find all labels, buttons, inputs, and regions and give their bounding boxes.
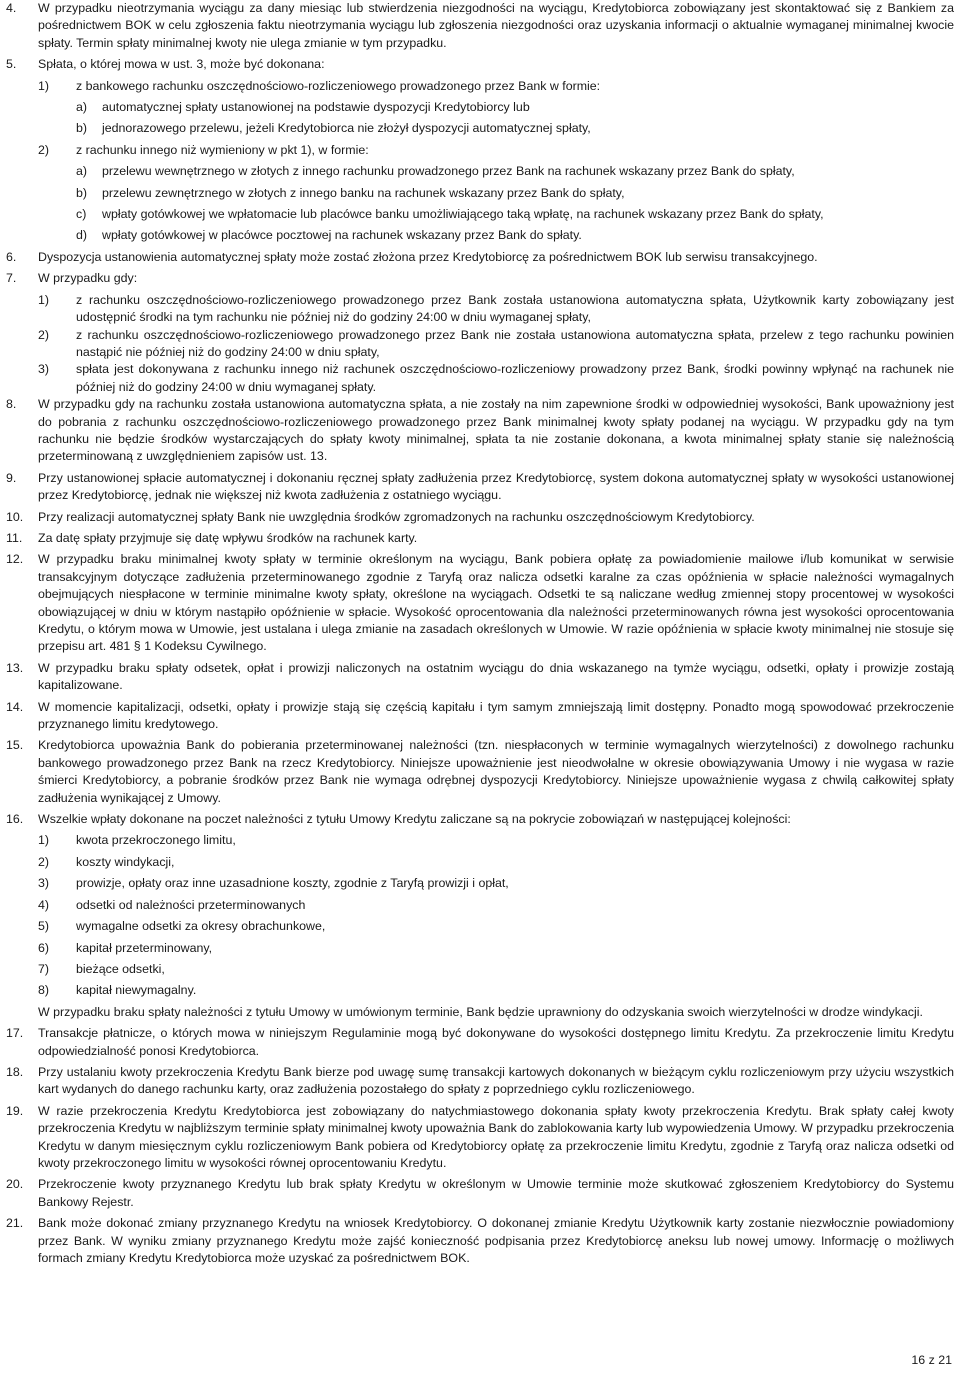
letter-text: przelewu wewnętrznego w złotych z innego rachunku prowadzonego przez Bank na rachunek wskazany przez Bank do spłaty,: [102, 164, 795, 179]
clause-17: [0, 1025, 960, 1060]
clause-number: 15.: [6, 738, 24, 753]
clause-11: [0, 530, 960, 547]
clause-text: W momencie kapitalizacji, odsetki, opłaty i prowizje stają się częścią kapitału i tym samym zmniejszają limit dostępny. Ponadto mogą spowodować przekroczenie przyznanego limitu kredytowego.: [38, 699, 954, 732]
clause-16-point-1: [38, 832, 960, 849]
letter-text: przelewu zewnętrznego w złotych z innego banku na rachunek wskazany przez Bank do spłaty,: [102, 185, 625, 200]
point-number: 2): [38, 327, 50, 342]
clause-13: [0, 660, 960, 695]
point-number: 1): [38, 78, 50, 93]
point-text: z rachunku oszczędnościowo-rozliczeniowego prowadzonego przez Bank nie została ustanowiona automatyczna spłata, przelew z tego rachunku powinien nastąpić nie później niż do godziny 24:00 w dniu spłaty,: [76, 327, 954, 359]
clause-7-point-1: [38, 292, 960, 327]
clause-4: [0, 0, 960, 52]
letter-text: automatycznej spłaty ustanowionej na podstawie dyspozycji Kredytobiorcy lub: [102, 100, 530, 115]
clause-16-point-6: [38, 940, 960, 957]
clause-text: Transakcje płatnicze, o których mowa w niniejszym Regulaminie mogą być dokonywane do wysokości dostępnego limitu Kredytu. Za przekroczenie limitu Kredytu odpowiedzialność ponosi Kredytobiorca.: [38, 1026, 954, 1058]
clause-number: 17.: [6, 1026, 24, 1041]
clause-number: 13.: [6, 660, 24, 675]
clause-text: W razie przekroczenia Kredytu Kredytobiorca jest zobowiązany do natychmiastowego dokonania spłaty kwoty przekroczenia Kredytu. Brak spłaty całej kwoty przekroczenia Kredytu w najbliższym terminie spłaty minimalnej kwoty upoważnia Bank do zablokowania karty lub wypowiedzenia Umowy. W przypadku przekroczenia Kredytu w danym miesięcznym cyklu rozliczeniowym Bank pobiera od Kredytobiorcy opłatę za przekroczenie limitu Kredytu, zgodnie z Taryfą oraz nalicza odsetki od kwoty przekroczonego limitu w wysokości równej oprocentowaniu Kredytu.: [38, 1103, 954, 1170]
letter-number: a): [76, 100, 88, 115]
point-number: 3): [38, 876, 50, 891]
clause-16-point-7: [38, 961, 960, 978]
point-text: spłata jest dokonywana z rachunku innego niż rachunek oszczędnościowo-rozliczeniowy prowadzony przez Bank, środki powinny wpłynąć na rachunek nie później niż do godziny 24:00 w dniu wymaganej spłaty.: [76, 362, 954, 394]
clause-text: Za datę spłaty przyjmuje się datę wpływu środków na rachunek karty.: [38, 530, 418, 545]
clause-5-point-2b: [76, 185, 960, 202]
clause-15: [0, 737, 960, 807]
point-text: z rachunku innego niż wymieniony w pkt 1), w formie:: [76, 142, 369, 157]
clause-5-point-1b: [76, 120, 960, 137]
clause-10: [0, 509, 960, 526]
clause-16: [0, 811, 960, 828]
clause-text: Bank może dokonać zmiany przyznanego Kredytu na wniosek Kredytobiorcy. O dokonanej zmianie Kredytu Użytkownik karty zostanie niezwłocznie powiadomiony przez Bank. W wyniku zmiany przyznanego Kredytu może zajść konieczność podpisania przez Kredytobiorcę aneksu lub nowej umowy. Informację o możliwych formach zmiany Kredytu Kredytobiorca może uzyskać za pośrednictwem BOK.: [38, 1216, 954, 1265]
point-number: 2): [38, 854, 50, 869]
letter-number: c): [76, 207, 87, 222]
clause-16-point-3: [38, 875, 960, 892]
clause-number: 4.: [6, 1, 17, 15]
clause-7: [0, 270, 960, 287]
point-text: z rachunku oszczędnościowo-rozliczeniowego prowadzonego przez Bank została ustanowiona automatyczna spłata, Użytkownik karty zobowiązany jest udostępnić środki na tym rachunku nie później niż do godziny 24:00 w dniu wymaganej spłaty,: [76, 292, 954, 325]
clause-number: 8.: [6, 397, 17, 412]
clause-text: Przy realizacji automatycznej spłaty Bank nie uwzględnia środków zgromadzonych na rachunku oszczędnościowym Kredytobiorcy.: [38, 509, 755, 524]
clause-5-point-1: [38, 78, 960, 95]
letter-number: a): [76, 164, 88, 179]
clause-number: 18.: [6, 1064, 24, 1079]
clause-5-point-2c: [76, 206, 960, 223]
point-number: 5): [38, 919, 50, 934]
clause-21: [0, 1215, 960, 1267]
letter-text: wpłaty gotówkowej w placówce pocztowej na rachunek wskazany przez Bank do spłaty.: [102, 228, 582, 243]
clause-16-point-5: [38, 918, 960, 935]
clause-text: W przypadku gdy:: [38, 271, 138, 286]
letter-text: wpłaty gotówkowej we wpłatomacie lub placówce banku umożliwiającego taką wpłatę, na rachunek wskazany przez Bank do spłaty,: [102, 207, 824, 222]
clause-16-point-8: [38, 982, 960, 999]
clause-5-point-1a: [76, 99, 960, 116]
clause-5: [0, 56, 960, 73]
point-number: 7): [38, 961, 50, 976]
point-number: 1): [38, 292, 50, 307]
point-number: 6): [38, 940, 50, 955]
clause-12: [0, 551, 960, 655]
clause-16-paragraph: W przypadku braku spłaty należności z tytułu Umowy w umówionym terminie, Bank będzie uprawniony do odzyskania swoich wierzytelności w drodze windykacji.: [38, 1004, 923, 1019]
clause-text: Przekroczenie kwoty przyznanego Kredytu lub brak spłaty Kredytu w określonym w Umowie terminie może skutkować zgłoszeniem Kredytobiorcy do Systemu Bankowy Rejestr.: [38, 1177, 954, 1209]
clause-5-point-2d: [76, 227, 960, 244]
point-text: prowizje, opłaty oraz inne uzasadnione koszty, zgodnie z Taryfą prowizji i opłat,: [76, 876, 509, 891]
clause-number: 12.: [6, 552, 24, 567]
point-text: odsetki od należności przeterminowanych: [76, 897, 306, 912]
letter-number: b): [76, 121, 88, 136]
clause-6: [0, 249, 960, 266]
point-number: 4): [38, 897, 50, 912]
point-number: 2): [38, 142, 50, 157]
clause-number: 21.: [6, 1216, 24, 1231]
point-text: kapitał niewymagalny.: [76, 983, 197, 998]
clause-text: Przy ustanowionej spłacie automatycznej i dokonaniu ręcznej spłaty zadłużenia przez Kredytobiorcę, system dokona automatycznej spłaty w wysokości ustanowionej przez Kredytobiorcę, jednak nie większej niż kwota zadłużenia z ostatniego wyciągu.: [38, 470, 954, 503]
point-number: 1): [38, 833, 50, 848]
clause-number: 14.: [6, 699, 24, 714]
clause-number: 11.: [6, 530, 23, 545]
clause-text: Spłata, o której mowa w ust. 3, może być dokonana:: [38, 57, 325, 72]
clause-text: Przy ustalaniu kwoty przekroczenia Kredytu Bank bierze pod uwagę sumę transakcji kartowych dokonanych w bieżącym cyklu rozliczeniowym przy użyciu wszystkich kart wydanych do danego rachunku karty, oraz zadłużenia pozostałego do spłaty z poprzedniego cyklu rozliczeniowego.: [38, 1064, 954, 1097]
letter-text: jednorazowego przelewu, jeżeli Kredytobiorca nie złożył dyspozycji automatycznej spłaty,: [102, 121, 591, 136]
clause-number: 20.: [6, 1177, 24, 1192]
clause-text: W przypadku braku minimalnej kwoty spłaty w terminie określonym na wyciągu, Bank pobiera opłatę za powiadomienie mailowe i/lub komunikat w serwisie transakcyjnym dotyczące zadłużenia przeterminowanego zgodnie z Taryfą oraz nalicza odsetki karalne za czas opóźnienia w spłacie należności wymagalnych obejmujących niespłacone w terminie minimalne kwoty spłaty, określone na wyciągach. Odsetki te są naliczane według zmiennej stopy procentowej w wysokości obowiązującej w dniu w którym nastąpiło opóźnienie w spłacie. Wysokość oprocentowania dla należności przeterminowanych równa jest wysokości oprocentowania Kredytu, o którym mowa w Umowie, jest ustalana i ulega zmianie na zasadach określonych w Umowie. W razie opóźnienia w spłacie kwoty minimalnej nie stosuje się przepisu art. 481 § 1 Kodeksu Cywilnego.: [38, 552, 954, 654]
clause-text: Kredytobiorca upoważnia Bank do pobierania przeterminowanej należności (tzn. niespłaconych w terminie wymagalnych wierzytelności) z dowolnego rachunku bankowego prowadzonego przez Bank na rzecz Kredytobiorcy. Niniejsze upoważnienie jest nieodwołalne w okresie obowiązywania Umowy i nie wygasa w razie śmierci Kredytobiorcy, a pobranie środków przez Bank nie wymaga odrębnej dyspozycji Kredytobiorcy. Niniejsze upoważnienie wygasa z chwilą całkowitej spłaty zadłużenia wynikającej z Umowy.: [38, 738, 954, 805]
clause-9: [0, 470, 960, 505]
clause-number: 9.: [6, 470, 17, 485]
clause-number: 19.: [6, 1103, 24, 1118]
clause-number: 6.: [6, 249, 17, 264]
clause-number: 7.: [6, 271, 17, 286]
clause-16-point-4: [38, 897, 960, 914]
point-text: bieżące odsetki,: [76, 961, 165, 976]
clause-text: W przypadku nieotrzymania wyciągu za dany miesiąc lub stwierdzenia niezgodności na wyciągu, Kredytobiorca zobowiązany jest skontaktować się z Bankiem za pośrednictwem BOK w celu zgłoszenia faktu nieotrzymania wyciągu lub zgłoszenia niezgodności oraz uzyskania informacji o aktualnie wymaganej minimalnej kwocie spłaty. Termin spłaty minimalnej kwoty nie ulega zmianie w tym przypadku.: [38, 1, 954, 50]
clause-14: [0, 699, 960, 734]
page-number: 16 z 21: [911, 1353, 952, 1367]
clause-text: Wszelkie wpłaty dokonane na poczet należności z tytułu Umowy Kredytu zaliczane są na pokrycie zobowiązań w następującej kolejności:: [38, 812, 791, 827]
clause-19: [0, 1103, 960, 1173]
clause-20: [0, 1176, 960, 1211]
point-text: kapitał przeterminowany,: [76, 940, 213, 955]
clause-number: 5.: [6, 57, 17, 72]
letter-number: b): [76, 185, 88, 200]
point-text: kwota przekroczonego limitu,: [76, 833, 236, 848]
point-text: wymagalne odsetki za okresy obrachunkowe,: [76, 919, 326, 934]
clause-7-point-2: [38, 327, 960, 362]
letter-number: d): [76, 228, 88, 243]
clause-16-point-2: [38, 854, 960, 871]
clause-text: W przypadku braku spłaty odsetek, opłat i prowizji naliczonych na ostatnim wyciągu do dnia wskazanego na tymże wyciągu, odsetki, opłaty i prowizje zostają kapitalizowane.: [38, 660, 954, 693]
point-text: z bankowego rachunku oszczędnościowo-rozliczeniowego prowadzonego przez Bank w formie:: [76, 78, 601, 93]
clause-text: W przypadku gdy na rachunku została ustanowiona automatyczna spłata, a nie zostały na nim zapewnione środki w odpowiedniej wysokości, Bank upoważniony jest do pobrania z rachunku oszczędnościowo-rozliczeniowego prowadzonego przez Bank minimalnej kwoty spłaty podanej na wyciągu. W przypadku gdy na tym rachunku nie będzie środków wystarczających do spłaty kwoty minimalnej, spłata ta nie zostanie dokonana, a kwota minimalnej spłaty stanie się należnością przeterminowaną z uwzględnieniem zapisów ust. 13.: [38, 397, 954, 464]
point-number: 3): [38, 362, 50, 377]
clause-5-point-2: [38, 142, 960, 159]
clause-number: 10.: [6, 509, 24, 524]
point-text: koszty windykacji,: [76, 854, 175, 869]
clause-text: Dyspozycja ustanowienia automatycznej spłaty może zostać złożona przez Kredytobiorcę za pośrednictwem BOK lub serwisu transakcyjnego.: [38, 249, 818, 264]
clause-18: [0, 1064, 960, 1099]
point-number: 8): [38, 983, 50, 998]
clause-number: 16.: [6, 812, 24, 827]
clause-8: [0, 396, 960, 466]
clause-7-point-3: [38, 361, 960, 396]
clause-5-point-2a: [76, 163, 960, 180]
